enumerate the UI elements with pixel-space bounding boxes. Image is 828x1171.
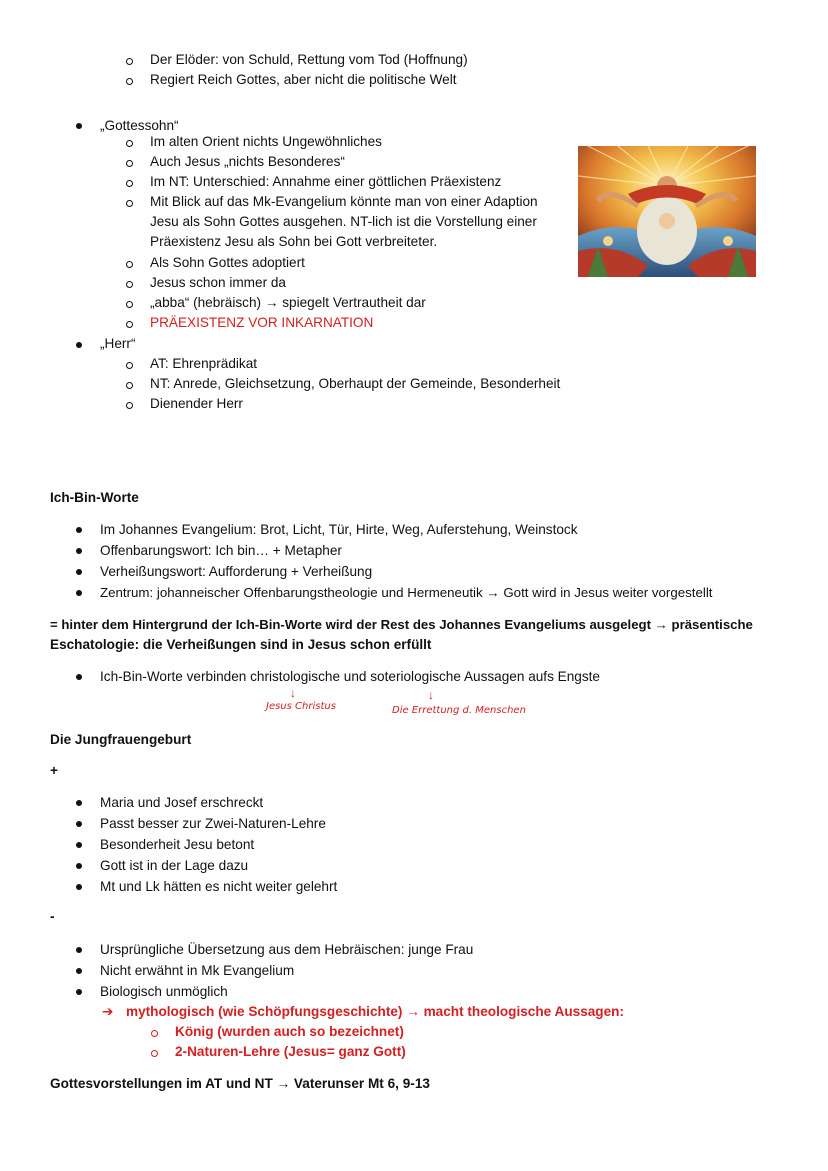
conclusion-text: Eschatologie: die Verheißungen sind in Jesus schon erfüllt [50,637,432,652]
list-item: Im NT: Unterschied: Annahme einer göttlichen Präexistenz [150,174,502,189]
handwritten-note: Jesus Christus [266,701,336,712]
herr-label: „Herr“ [100,336,136,351]
list-item: Regiert Reich Gottes, aber nicht die politische Welt [150,72,457,87]
sub-bullet [126,180,133,187]
sub-bullet [126,362,133,369]
list-item: Nicht erwähnt in Mk Evangelium [100,963,295,978]
handwritten-note: Die Errettung d. Menschen [392,705,526,716]
list-item-continuation: Präexistenz Jesu als Sohn bei Gott verbreiteter. [150,234,438,249]
gottessohn-label: „Gottessohn“ [100,118,179,133]
list-item-continuation: Jesu als Sohn Gottes ausgehen. NT-lich ist die Vorstellung einer [150,214,537,229]
sub-bullet [126,160,133,167]
list-item: Zentrum: johanneischer Offenbarungstheologie und Hermeneutik → Gott wird in Jesus weiter vorgestellt [100,585,713,600]
bullet [76,342,82,348]
list-item: Gott ist in der Lage dazu [100,858,249,873]
sub-bullet [126,382,133,389]
list-item: Im alten Orient nichts Ungewöhnliches [150,134,382,149]
bullet [76,548,82,554]
hand-arrow-down-icon: ↓ [428,688,434,702]
sub-bullet [126,281,133,288]
sub-bullet [151,1030,158,1037]
list-item: Als Sohn Gottes adoptiert [150,255,305,270]
conclusion-red: mythologisch (wie Schöpfungsgeschichte) → macht theologische Aussagen: [126,1004,625,1019]
bullet [76,569,82,575]
bullet [76,947,82,953]
bullet [76,989,82,995]
bullet [76,590,82,596]
list-item: Verheißungswort: Aufforderung + Verheißung [100,564,373,579]
hand-arrow-down-icon: ↓ [290,686,296,700]
list-item: Ursprüngliche Übersetzung aus dem Hebräischen: junge Frau [100,942,474,957]
sub-bullet [126,261,133,268]
list-item-highlight: PRÄEXISTENZ VOR INKARNATION [150,315,374,330]
list-item: Ich-Bin-Worte verbinden christologische und soteriologische Aussagen aufs Engste [100,669,600,684]
list-item: Besonderheit Jesu betont [100,837,255,852]
list-item: Der Elöder: von Schuld, Rettung vom Tod (Hoffnung) [150,52,468,67]
list-item: Passt besser zur Zwei-Naturen-Lehre [100,816,326,831]
sub-bullet [151,1050,158,1057]
sub-bullet [126,402,133,409]
arrow-bullet-icon: ➔ [102,1004,114,1019]
sub-bullet [126,301,133,308]
bullet [76,968,82,974]
bullet [76,123,82,129]
list-item: Mit Blick auf das Mk-Evangelium könnte man von einer Adaption [150,194,538,209]
sub-bullet [126,58,133,65]
sub-bullet [126,140,133,147]
list-item: „abba“ (hebräisch) → spiegelt Vertrautheit dar [150,295,426,310]
religious-painting-image [578,146,756,277]
list-item: Mt und Lk hätten es nicht weiter gelehrt [100,879,338,894]
list-item: Maria und Josef erschreckt [100,795,264,810]
list-item: AT: Ehrenprädikat [150,356,258,371]
bullet [76,800,82,806]
list-item-highlight: 2-Naturen-Lehre (Jesus= ganz Gott) [175,1044,406,1059]
bullet [76,821,82,827]
bullet [76,863,82,869]
minus-marker: - [50,909,55,924]
bullet [76,842,82,848]
list-item: Auch Jesus „nichts Besonderes“ [150,154,345,169]
conclusion-text: = hinter dem Hintergrund der Ich-Bin-Worte wird der Rest des Johannes Evangeliums ausgelegt → präsentische [50,617,753,632]
list-item: Im Johannes Evangelium: Brot, Licht, Tür, Hirte, Weg, Auferstehung, Weinstock [100,522,578,537]
section-heading-jungfrauengeburt: Die Jungfrauengeburt [50,732,192,747]
list-item: Offenbarungswort: Ich bin… + Metapher [100,543,342,558]
sub-bullet [126,321,133,328]
list-item-highlight: König (wurden auch so bezeichnet) [175,1024,404,1039]
plus-marker: + [50,763,58,778]
list-item: NT: Anrede, Gleichsetzung, Oberhaupt der Gemeinde, Besonderheit [150,376,561,391]
sub-bullet [126,78,133,85]
list-item: Biologisch unmöglich [100,984,228,999]
list-item: Dienender Herr [150,396,243,411]
sub-bullet [126,200,133,207]
bullet [76,527,82,533]
section-heading-ich-bin: Ich-Bin-Worte [50,490,139,505]
section-heading-gottesvorstellungen: Gottesvorstellungen im AT und NT → Vaterunser Mt 6, 9-13 [50,1076,430,1091]
list-item: Jesus schon immer da [150,275,286,290]
bullet [76,884,82,890]
bullet [76,674,82,680]
